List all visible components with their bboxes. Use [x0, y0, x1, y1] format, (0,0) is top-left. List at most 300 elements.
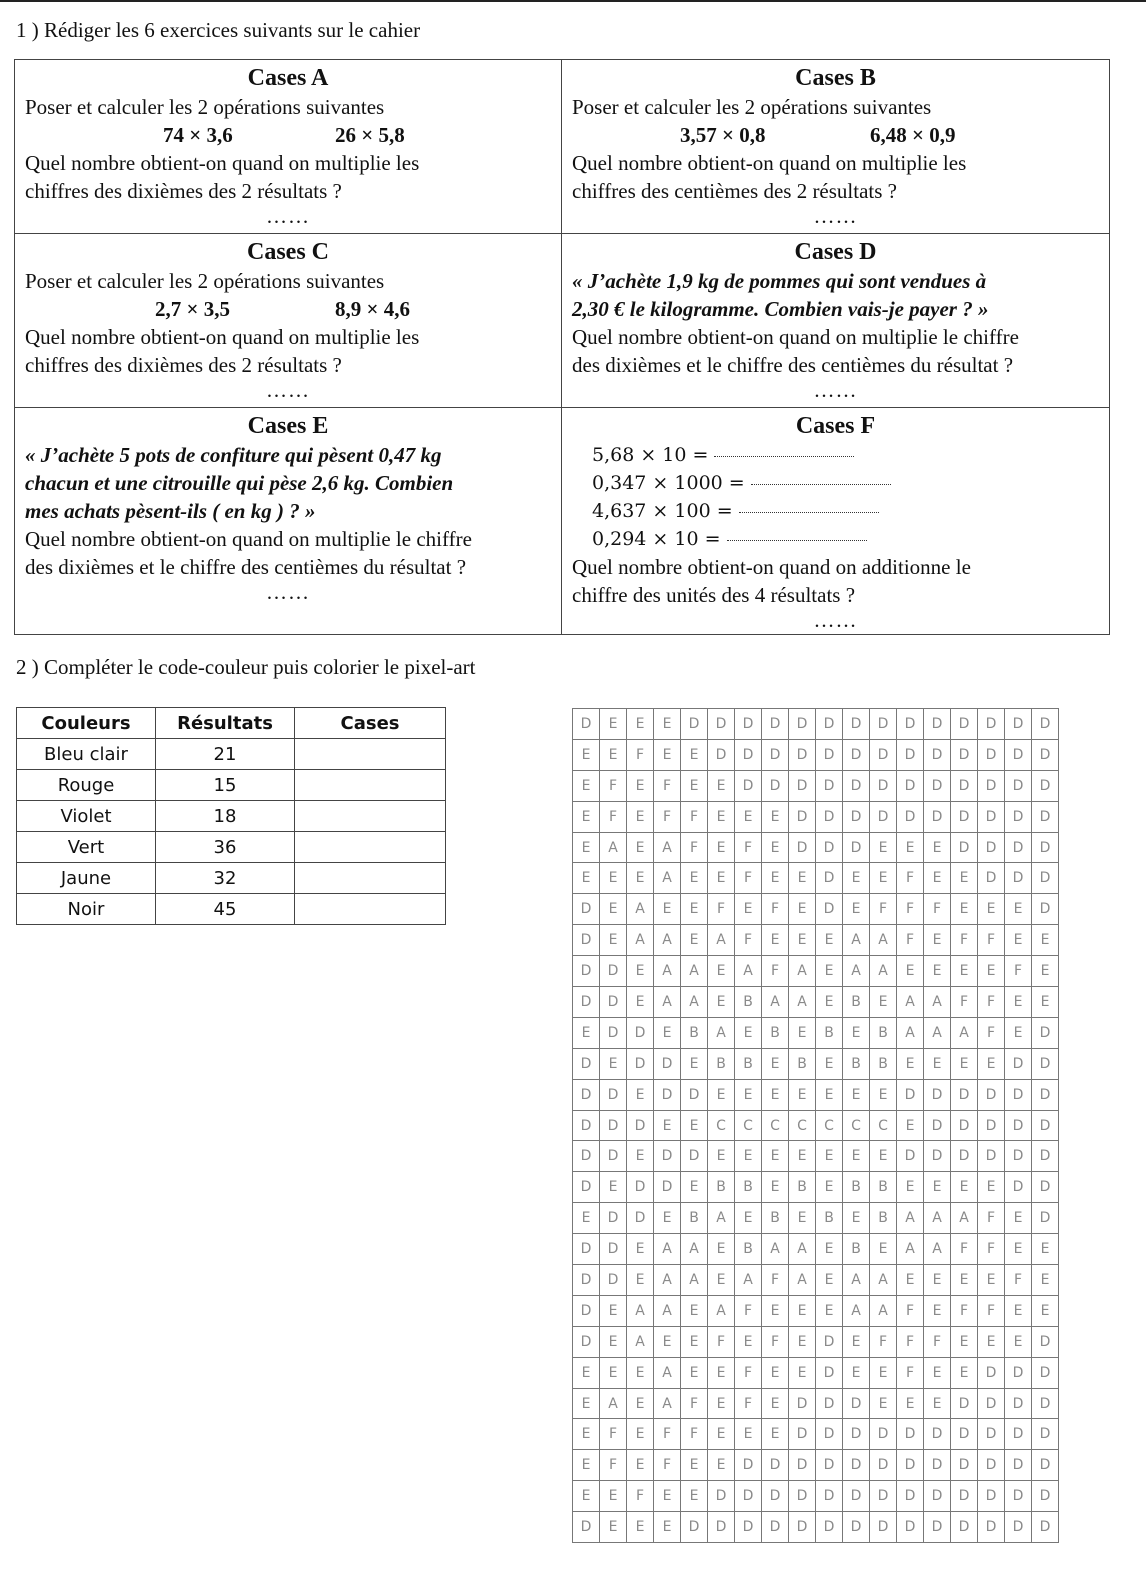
pixel-cell[interactable]: D: [1032, 709, 1059, 740]
pixel-cell[interactable]: E: [654, 709, 681, 740]
pixel-cell[interactable]: E: [924, 863, 951, 894]
pixel-cell[interactable]: E: [600, 1172, 627, 1203]
pixel-cell[interactable]: D: [573, 1512, 600, 1543]
pixel-cell[interactable]: D: [573, 956, 600, 987]
pixel-cell[interactable]: E: [843, 1203, 870, 1234]
pixel-cell[interactable]: E: [1005, 1234, 1032, 1265]
pixel-cell[interactable]: B: [870, 1172, 897, 1203]
pixel-cell[interactable]: E: [897, 1388, 924, 1419]
pixel-cell[interactable]: D: [1032, 1388, 1059, 1419]
pixel-cell[interactable]: F: [681, 801, 708, 832]
pixel-cell[interactable]: D: [654, 1141, 681, 1172]
pixel-cell[interactable]: F: [897, 894, 924, 925]
pixel-cell[interactable]: F: [951, 1234, 978, 1265]
pixel-cell[interactable]: E: [708, 1388, 735, 1419]
pixel-cell[interactable]: D: [789, 1388, 816, 1419]
pixel-cell[interactable]: E: [924, 1295, 951, 1326]
pixel-cell[interactable]: E: [1005, 1203, 1032, 1234]
pixel-cell[interactable]: D: [1005, 1357, 1032, 1388]
pixel-cell[interactable]: A: [924, 1234, 951, 1265]
pixel-cell[interactable]: D: [897, 1512, 924, 1543]
pixel-cell[interactable]: E: [843, 1326, 870, 1357]
pixel-cell[interactable]: D: [1032, 1357, 1059, 1388]
pixel-cell[interactable]: D: [1032, 801, 1059, 832]
pixel-cell[interactable]: E: [789, 1295, 816, 1326]
pixel-cell[interactable]: D: [897, 1141, 924, 1172]
pixel-cell[interactable]: E: [789, 1203, 816, 1234]
pixel-cell[interactable]: E: [681, 1450, 708, 1481]
pixel-cell[interactable]: F: [735, 1357, 762, 1388]
pixel-cell[interactable]: D: [789, 1481, 816, 1512]
pixel-cell[interactable]: E: [654, 1326, 681, 1357]
pixel-cell[interactable]: D: [600, 1234, 627, 1265]
pixel-cell[interactable]: D: [951, 1110, 978, 1141]
pixel-cell[interactable]: D: [627, 1048, 654, 1079]
pixel-cell[interactable]: E: [897, 1048, 924, 1079]
pixel-cell[interactable]: E: [627, 1141, 654, 1172]
pixel-cell[interactable]: E: [1032, 1234, 1059, 1265]
pixel-cell[interactable]: E: [951, 956, 978, 987]
pixel-cell[interactable]: A: [789, 1234, 816, 1265]
pixel-cell[interactable]: F: [600, 801, 627, 832]
case-input[interactable]: [295, 770, 446, 801]
pixel-cell[interactable]: A: [762, 987, 789, 1018]
pixel-cell[interactable]: D: [1032, 1048, 1059, 1079]
pixel-cell[interactable]: E: [762, 1357, 789, 1388]
pixel-cell[interactable]: B: [843, 987, 870, 1018]
pixel-cell[interactable]: D: [681, 709, 708, 740]
pixel-cell[interactable]: F: [600, 1450, 627, 1481]
pixel-cell[interactable]: F: [654, 801, 681, 832]
pixel-cell[interactable]: E: [627, 863, 654, 894]
pixel-cell[interactable]: D: [1005, 1141, 1032, 1172]
pixel-cell[interactable]: E: [897, 1172, 924, 1203]
pixel-cell[interactable]: D: [573, 1172, 600, 1203]
pixel-cell[interactable]: E: [627, 1234, 654, 1265]
pixel-cell[interactable]: E: [735, 1203, 762, 1234]
pixel-cell[interactable]: E: [600, 1048, 627, 1079]
pixel-cell[interactable]: E: [789, 1141, 816, 1172]
pixel-cell[interactable]: D: [924, 770, 951, 801]
pixel-cell[interactable]: E: [816, 1079, 843, 1110]
pixel-cell[interactable]: E: [573, 863, 600, 894]
pixel-cell[interactable]: F: [1005, 1265, 1032, 1296]
pixel-cell[interactable]: A: [600, 1388, 627, 1419]
pixel-cell[interactable]: D: [870, 709, 897, 740]
pixel-cell[interactable]: E: [789, 1079, 816, 1110]
pixel-cell[interactable]: D: [951, 709, 978, 740]
pixel-cell[interactable]: E: [789, 863, 816, 894]
pixel-cell[interactable]: D: [978, 770, 1005, 801]
pixel-cell[interactable]: E: [1032, 1295, 1059, 1326]
pixel-cell[interactable]: D: [789, 1450, 816, 1481]
pixel-cell[interactable]: D: [681, 1512, 708, 1543]
pixel-cell[interactable]: D: [573, 894, 600, 925]
pixel-cell[interactable]: D: [843, 832, 870, 863]
pixel-cell[interactable]: D: [816, 1512, 843, 1543]
pixel-cell[interactable]: D: [627, 1017, 654, 1048]
pixel-cell[interactable]: D: [1005, 739, 1032, 770]
pixel-cell[interactable]: D: [978, 1419, 1005, 1450]
pixel-cell[interactable]: A: [897, 1017, 924, 1048]
pixel-cell[interactable]: D: [897, 1450, 924, 1481]
pixel-cell[interactable]: D: [816, 894, 843, 925]
pixel-cell[interactable]: D: [573, 709, 600, 740]
pixel-cell[interactable]: E: [708, 987, 735, 1018]
pixel-cell[interactable]: E: [627, 1357, 654, 1388]
pixel-cell[interactable]: D: [1032, 1203, 1059, 1234]
pixel-cell[interactable]: E: [1005, 1295, 1032, 1326]
pixel-cell[interactable]: D: [1032, 832, 1059, 863]
pixel-cell[interactable]: B: [816, 1203, 843, 1234]
pixel-cell[interactable]: F: [600, 1419, 627, 1450]
pixel-cell[interactable]: D: [924, 1481, 951, 1512]
pixel-cell[interactable]: F: [762, 894, 789, 925]
pixel-cell[interactable]: E: [654, 1512, 681, 1543]
pixel-cell[interactable]: E: [951, 1357, 978, 1388]
pixel-cell[interactable]: F: [762, 1326, 789, 1357]
pixel-cell[interactable]: D: [924, 739, 951, 770]
pixel-cell[interactable]: E: [627, 1419, 654, 1450]
pixel-cell[interactable]: D: [681, 1141, 708, 1172]
pixel-cell[interactable]: D: [816, 1419, 843, 1450]
pixel-cell[interactable]: D: [1032, 1326, 1059, 1357]
pixel-cell[interactable]: D: [600, 956, 627, 987]
pixel-cell[interactable]: D: [924, 709, 951, 740]
pixel-cell[interactable]: E: [627, 1265, 654, 1296]
pixel-cell[interactable]: D: [951, 1512, 978, 1543]
pixel-cell[interactable]: E: [762, 801, 789, 832]
pixel-cell[interactable]: D: [654, 1048, 681, 1079]
pixel-cell[interactable]: E: [870, 987, 897, 1018]
pixel-cell[interactable]: D: [573, 1265, 600, 1296]
pixel-cell[interactable]: D: [600, 1141, 627, 1172]
pixel-cell[interactable]: E: [762, 1172, 789, 1203]
pixel-cell[interactable]: F: [978, 1234, 1005, 1265]
pixel-cell[interactable]: E: [978, 1172, 1005, 1203]
pixel-cell[interactable]: B: [762, 1203, 789, 1234]
pixel-cell[interactable]: E: [924, 1172, 951, 1203]
pixel-cell[interactable]: E: [789, 1326, 816, 1357]
pixel-cell[interactable]: D: [1005, 770, 1032, 801]
pixel-cell[interactable]: A: [654, 987, 681, 1018]
pixel-cell[interactable]: D: [1032, 1141, 1059, 1172]
pixel-cell[interactable]: E: [627, 709, 654, 740]
pixel-cell[interactable]: D: [1005, 709, 1032, 740]
pixel-cell[interactable]: D: [1032, 863, 1059, 894]
pixel-cell[interactable]: D: [978, 709, 1005, 740]
pixel-cell[interactable]: D: [735, 1512, 762, 1543]
pixel-cell[interactable]: D: [762, 1512, 789, 1543]
pixel-cell[interactable]: F: [735, 1295, 762, 1326]
pixel-cell[interactable]: C: [789, 1110, 816, 1141]
pixel-cell[interactable]: D: [924, 1141, 951, 1172]
pixel-cell[interactable]: E: [627, 1079, 654, 1110]
pixel-cell[interactable]: E: [924, 832, 951, 863]
pixel-cell[interactable]: D: [843, 739, 870, 770]
pixel-cell[interactable]: D: [600, 1017, 627, 1048]
pixel-cell[interactable]: A: [870, 956, 897, 987]
pixel-cell[interactable]: E: [708, 770, 735, 801]
pixel-cell[interactable]: D: [762, 770, 789, 801]
pixel-cell[interactable]: D: [1005, 801, 1032, 832]
pixel-cell[interactable]: E: [816, 1141, 843, 1172]
pixel-cell[interactable]: D: [1032, 1110, 1059, 1141]
pixel-cell[interactable]: E: [654, 1017, 681, 1048]
pixel-cell[interactable]: D: [600, 1110, 627, 1141]
pixel-cell[interactable]: F: [681, 1419, 708, 1450]
pixel-cell[interactable]: D: [627, 1203, 654, 1234]
pixel-cell[interactable]: D: [1032, 1017, 1059, 1048]
pixel-cell[interactable]: F: [600, 770, 627, 801]
pixel-cell[interactable]: A: [762, 1234, 789, 1265]
pixel-cell[interactable]: D: [870, 770, 897, 801]
pixel-cell[interactable]: D: [573, 925, 600, 956]
pixel-cell[interactable]: D: [654, 1172, 681, 1203]
pixel-cell[interactable]: D: [978, 1110, 1005, 1141]
pixel-cell[interactable]: E: [573, 739, 600, 770]
pixel-cell[interactable]: D: [1005, 863, 1032, 894]
pixel-cell[interactable]: F: [897, 1357, 924, 1388]
pixel-cell[interactable]: B: [870, 1203, 897, 1234]
pixel-cell[interactable]: E: [978, 1048, 1005, 1079]
pixel-cell[interactable]: B: [870, 1048, 897, 1079]
pixel-cell[interactable]: D: [762, 1450, 789, 1481]
pixel-cell[interactable]: A: [708, 925, 735, 956]
pixel-cell[interactable]: F: [762, 956, 789, 987]
pixel-cell[interactable]: D: [897, 709, 924, 740]
pixel-cell[interactable]: E: [681, 1326, 708, 1357]
pixel-cell[interactable]: B: [735, 1172, 762, 1203]
pixel-cell[interactable]: F: [735, 925, 762, 956]
pixel-cell[interactable]: F: [897, 925, 924, 956]
pixel-cell[interactable]: B: [708, 1048, 735, 1079]
pixel-cell[interactable]: E: [708, 956, 735, 987]
pixel-cell[interactable]: E: [870, 832, 897, 863]
pixel-cell[interactable]: B: [681, 1017, 708, 1048]
pixel-cell[interactable]: E: [951, 863, 978, 894]
pixel-cell[interactable]: E: [573, 801, 600, 832]
pixel-cell[interactable]: E: [816, 1048, 843, 1079]
pixel-cell[interactable]: E: [573, 1450, 600, 1481]
pixel-cell[interactable]: F: [924, 1326, 951, 1357]
pixel-cell[interactable]: D: [843, 1512, 870, 1543]
pixel-cell[interactable]: F: [897, 863, 924, 894]
pixel-cell[interactable]: F: [870, 894, 897, 925]
pixel-cell[interactable]: E: [843, 1357, 870, 1388]
pixel-cell[interactable]: D: [1032, 1481, 1059, 1512]
pixel-cell[interactable]: A: [843, 1265, 870, 1296]
pixel-cell[interactable]: D: [978, 1141, 1005, 1172]
pixel-cell[interactable]: D: [600, 1203, 627, 1234]
pixel-cell[interactable]: D: [1005, 1172, 1032, 1203]
pixel-cell[interactable]: E: [762, 1419, 789, 1450]
pixel-cell[interactable]: E: [573, 1017, 600, 1048]
pixel-cell[interactable]: F: [681, 832, 708, 863]
pixel-cell[interactable]: A: [924, 1017, 951, 1048]
pixel-cell[interactable]: D: [1005, 1048, 1032, 1079]
pixel-cell[interactable]: D: [816, 1357, 843, 1388]
pixel-cell[interactable]: D: [573, 1295, 600, 1326]
pixel-cell[interactable]: D: [870, 1481, 897, 1512]
pixel-cell[interactable]: E: [843, 1079, 870, 1110]
pixel-cell[interactable]: E: [573, 832, 600, 863]
pixel-cell[interactable]: D: [573, 1234, 600, 1265]
pixel-cell[interactable]: D: [1005, 1388, 1032, 1419]
pixel-cell[interactable]: A: [654, 956, 681, 987]
pixel-cell[interactable]: D: [789, 709, 816, 740]
pixel-cell[interactable]: E: [924, 1357, 951, 1388]
pixel-cell[interactable]: B: [708, 1172, 735, 1203]
pixel-cell[interactable]: C: [870, 1110, 897, 1141]
pixel-cell[interactable]: E: [816, 1234, 843, 1265]
pixel-cell[interactable]: D: [924, 1110, 951, 1141]
pixel-cell[interactable]: D: [1005, 832, 1032, 863]
pixel-cell[interactable]: D: [789, 1419, 816, 1450]
pixel-cell[interactable]: D: [816, 1388, 843, 1419]
pixel-cell[interactable]: E: [600, 925, 627, 956]
pixel-cell[interactable]: E: [978, 956, 1005, 987]
pixel-cell[interactable]: A: [708, 1017, 735, 1048]
pixel-cell[interactable]: D: [789, 801, 816, 832]
pixel-cell[interactable]: E: [870, 1234, 897, 1265]
pixel-cell[interactable]: E: [600, 1481, 627, 1512]
pixel-cell[interactable]: D: [978, 1512, 1005, 1543]
pixel-cell[interactable]: D: [1032, 1450, 1059, 1481]
pixel-cell[interactable]: E: [573, 1419, 600, 1450]
pixel-cell[interactable]: E: [654, 894, 681, 925]
pixel-cell[interactable]: A: [654, 832, 681, 863]
pixel-cell[interactable]: B: [789, 1048, 816, 1079]
pixel-cell[interactable]: D: [573, 1079, 600, 1110]
pixel-cell[interactable]: D: [627, 1110, 654, 1141]
pixel-cell[interactable]: C: [708, 1110, 735, 1141]
pixel-cell[interactable]: A: [654, 863, 681, 894]
pixel-cell[interactable]: E: [1005, 1326, 1032, 1357]
pixel-cell[interactable]: D: [897, 1481, 924, 1512]
pixel-cell[interactable]: D: [870, 1450, 897, 1481]
pixel-cell[interactable]: E: [681, 1172, 708, 1203]
pixel-cell[interactable]: C: [762, 1110, 789, 1141]
pixel-cell[interactable]: A: [681, 1265, 708, 1296]
pixel-cell[interactable]: D: [843, 770, 870, 801]
pixel-cell[interactable]: A: [789, 987, 816, 1018]
pixel-cell[interactable]: D: [816, 801, 843, 832]
pixel-cell[interactable]: E: [816, 925, 843, 956]
pixel-cell[interactable]: E: [681, 739, 708, 770]
pixel-cell[interactable]: E: [681, 1048, 708, 1079]
pixel-cell[interactable]: D: [843, 801, 870, 832]
pixel-cell[interactable]: E: [816, 1172, 843, 1203]
pixel-cell[interactable]: F: [627, 739, 654, 770]
pixel-cell[interactable]: D: [951, 1388, 978, 1419]
pixel-cell[interactable]: E: [1032, 1265, 1059, 1296]
pixel-cell[interactable]: D: [843, 1450, 870, 1481]
pixel-cell[interactable]: B: [762, 1017, 789, 1048]
pixel-cell[interactable]: F: [735, 863, 762, 894]
pixel-cell[interactable]: D: [1005, 1481, 1032, 1512]
pixel-cell[interactable]: E: [816, 956, 843, 987]
pixel-cell[interactable]: E: [816, 1265, 843, 1296]
pixel-cell[interactable]: D: [573, 1048, 600, 1079]
pixel-cell[interactable]: A: [654, 1295, 681, 1326]
pixel-cell[interactable]: D: [897, 1079, 924, 1110]
pixel-cell[interactable]: D: [762, 1481, 789, 1512]
pixel-cell[interactable]: B: [735, 1234, 762, 1265]
pixel-cell[interactable]: D: [600, 1079, 627, 1110]
pixel-cell[interactable]: E: [978, 894, 1005, 925]
pixel-cell[interactable]: D: [1005, 1110, 1032, 1141]
pixel-cell[interactable]: E: [654, 1481, 681, 1512]
pixel-cell[interactable]: F: [978, 987, 1005, 1018]
pixel-cell[interactable]: A: [681, 956, 708, 987]
pixel-cell[interactable]: F: [735, 832, 762, 863]
pixel-cell[interactable]: E: [654, 1110, 681, 1141]
pixel-cell[interactable]: D: [951, 1419, 978, 1450]
pixel-cell[interactable]: D: [843, 1481, 870, 1512]
pixel-cell[interactable]: E: [789, 894, 816, 925]
pixel-cell[interactable]: E: [843, 1141, 870, 1172]
pixel-cell[interactable]: E: [708, 1265, 735, 1296]
pixel-cell[interactable]: D: [735, 709, 762, 740]
pixel-cell[interactable]: D: [924, 1450, 951, 1481]
pixel-cell[interactable]: C: [735, 1110, 762, 1141]
pixel-cell[interactable]: D: [816, 770, 843, 801]
pixel-cell[interactable]: C: [816, 1110, 843, 1141]
pixel-cell[interactable]: A: [870, 1295, 897, 1326]
pixel-cell[interactable]: A: [735, 1265, 762, 1296]
pixel-cell[interactable]: E: [924, 1388, 951, 1419]
pixel-cell[interactable]: E: [870, 1079, 897, 1110]
pixel-cell[interactable]: E: [1005, 925, 1032, 956]
pixel-cell[interactable]: F: [951, 1295, 978, 1326]
pixel-cell[interactable]: D: [1005, 1512, 1032, 1543]
pixel-cell[interactable]: E: [627, 801, 654, 832]
pixel-cell[interactable]: D: [978, 1450, 1005, 1481]
pixel-cell[interactable]: D: [1032, 1419, 1059, 1450]
pixel-cell[interactable]: F: [762, 1265, 789, 1296]
pixel-cell[interactable]: E: [600, 863, 627, 894]
pixel-cell[interactable]: E: [708, 1141, 735, 1172]
pixel-cell[interactable]: E: [870, 863, 897, 894]
pixel-cell[interactable]: E: [735, 1141, 762, 1172]
pixel-cell[interactable]: D: [708, 739, 735, 770]
pixel-cell[interactable]: E: [924, 925, 951, 956]
pixel-cell[interactable]: A: [789, 956, 816, 987]
pixel-cell[interactable]: F: [897, 1295, 924, 1326]
pixel-cell[interactable]: F: [978, 925, 1005, 956]
pixel-cell[interactable]: E: [681, 925, 708, 956]
pixel-cell[interactable]: E: [735, 1419, 762, 1450]
pixel-cell[interactable]: E: [978, 1326, 1005, 1357]
pixel-cell[interactable]: D: [1032, 1172, 1059, 1203]
pixel-cell[interactable]: D: [951, 832, 978, 863]
pixel-cell[interactable]: D: [789, 1512, 816, 1543]
pixel-cell[interactable]: E: [1032, 925, 1059, 956]
pixel-cell[interactable]: E: [600, 1295, 627, 1326]
pixel-cell[interactable]: D: [924, 1079, 951, 1110]
pixel-cell[interactable]: E: [1005, 894, 1032, 925]
pixel-cell[interactable]: E: [627, 832, 654, 863]
pixel-cell[interactable]: D: [600, 1265, 627, 1296]
pixel-cell[interactable]: E: [654, 739, 681, 770]
pixel-cell[interactable]: F: [924, 894, 951, 925]
pixel-cell[interactable]: D: [897, 801, 924, 832]
pixel-cell[interactable]: E: [627, 1450, 654, 1481]
pixel-cell[interactable]: B: [735, 1048, 762, 1079]
pixel-cell[interactable]: E: [870, 1357, 897, 1388]
pixel-cell[interactable]: D: [978, 739, 1005, 770]
